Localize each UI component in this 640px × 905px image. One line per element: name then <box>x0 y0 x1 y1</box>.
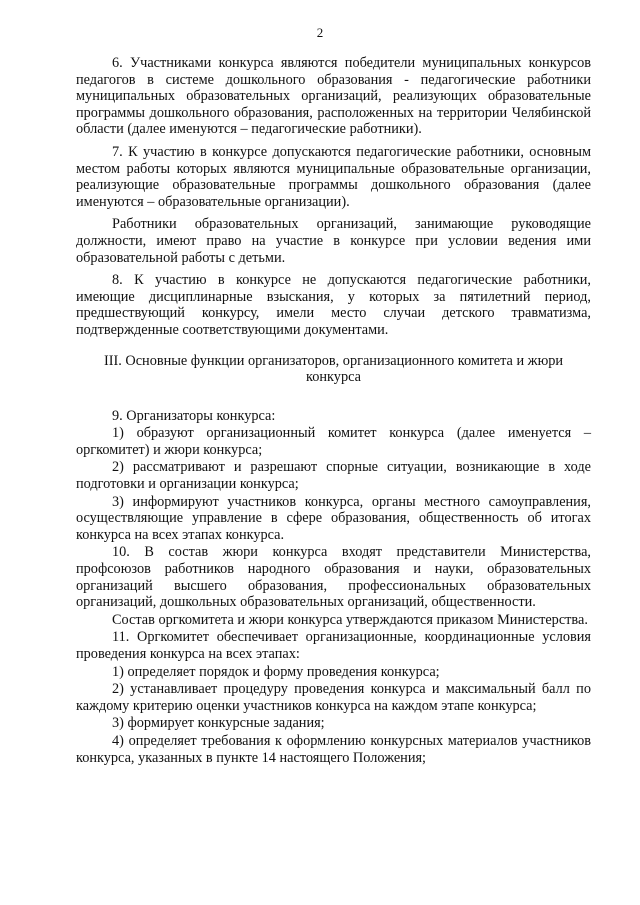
paragraph-item-9-1: 1) образуют организационный комитет конкурса (далее именуется – оргкомитет) и жюри конкурса; <box>76 425 591 458</box>
paragraph-item-6: 6. Участниками конкурса являются победители муниципальных конкурсов педагогов в системе дошкольного образования - педагогические работники муниципальных образовательных организаций, реализующих образовательные программы дошкольного образования, расположенных на территории Челябинской области (далее именуются – педагогические работники). <box>76 55 591 138</box>
paragraph-item-8: 8. К участию в конкурсе не допускаются педагогические работники, имеющие дисциплинарные взыскания, у которых за пятилетний период, предшествующий конкурсу, имели место случаи детского травматизма, подтвержденные соответствующими документами. <box>76 272 591 338</box>
paragraph-managers: Работники образовательных организаций, занимающие руководящие должности, имеют право на участие в конкурсе при условии ведения ими образовательной работы с детьми. <box>76 216 591 266</box>
paragraph-item-11-4: 4) определяет требования к оформлению конкурсных материалов участников конкурса, указанных в пункте 14 настоящего Положения; <box>76 732 591 766</box>
document-body <box>76 55 591 767</box>
page-number: 2 <box>316 25 324 40</box>
paragraph-committee-approval: Состав оргкомитета и жюри конкурса утверждаются приказом Министерства. <box>112 611 588 628</box>
section-heading: III. Основные функции организаторов, организационного комитета и жюри конкурса <box>103 352 564 386</box>
paragraph-item-11: 11. Оргкомитет обеспечивает организационные, координационные условия проведения конкурса на всех этапах: <box>76 629 591 662</box>
paragraph-item-10: 10. В состав жюри конкурса входят представители Министерства, профсоюзов работников народного образования и науки, образовательных организаций высшего образования, профессиональных образовательных организаций, дошкольных образовательных организаций, общественности. <box>76 544 591 611</box>
paragraph-item-9-3: 3) информируют участников конкурса, органы местного самоуправления, осуществляющие управление в сфере образования, общественность об итогах конкурса на всех этапах конкурса. <box>76 493 591 543</box>
paragraph-item-7: 7. К участию в конкурсе допускаются педагогические работники, основным местом работы которых являются муниципальные образовательные организации, реализующие образовательные программы дошкольного образования (далее именуются – образовательные организации). <box>76 143 591 210</box>
paragraph-item-9-2: 2) рассматривают и разрешают спорные ситуации, возникающие в ходе подготовки и организации конкурса; <box>76 459 591 493</box>
paragraph-item-11-1: 1) определяет порядок и форму проведения конкурса; <box>112 663 440 680</box>
paragraph-item-11-2: 2) устанавливает процедуру проведения конкурса и максимальный балл по каждому критерию оценки участников конкурса на каждом этапе конкурса; <box>76 681 591 714</box>
paragraph-item-9: 9. Организаторы конкурса: <box>112 407 276 424</box>
paragraph-item-11-3: 3) формирует конкурсные задания; <box>112 715 325 732</box>
